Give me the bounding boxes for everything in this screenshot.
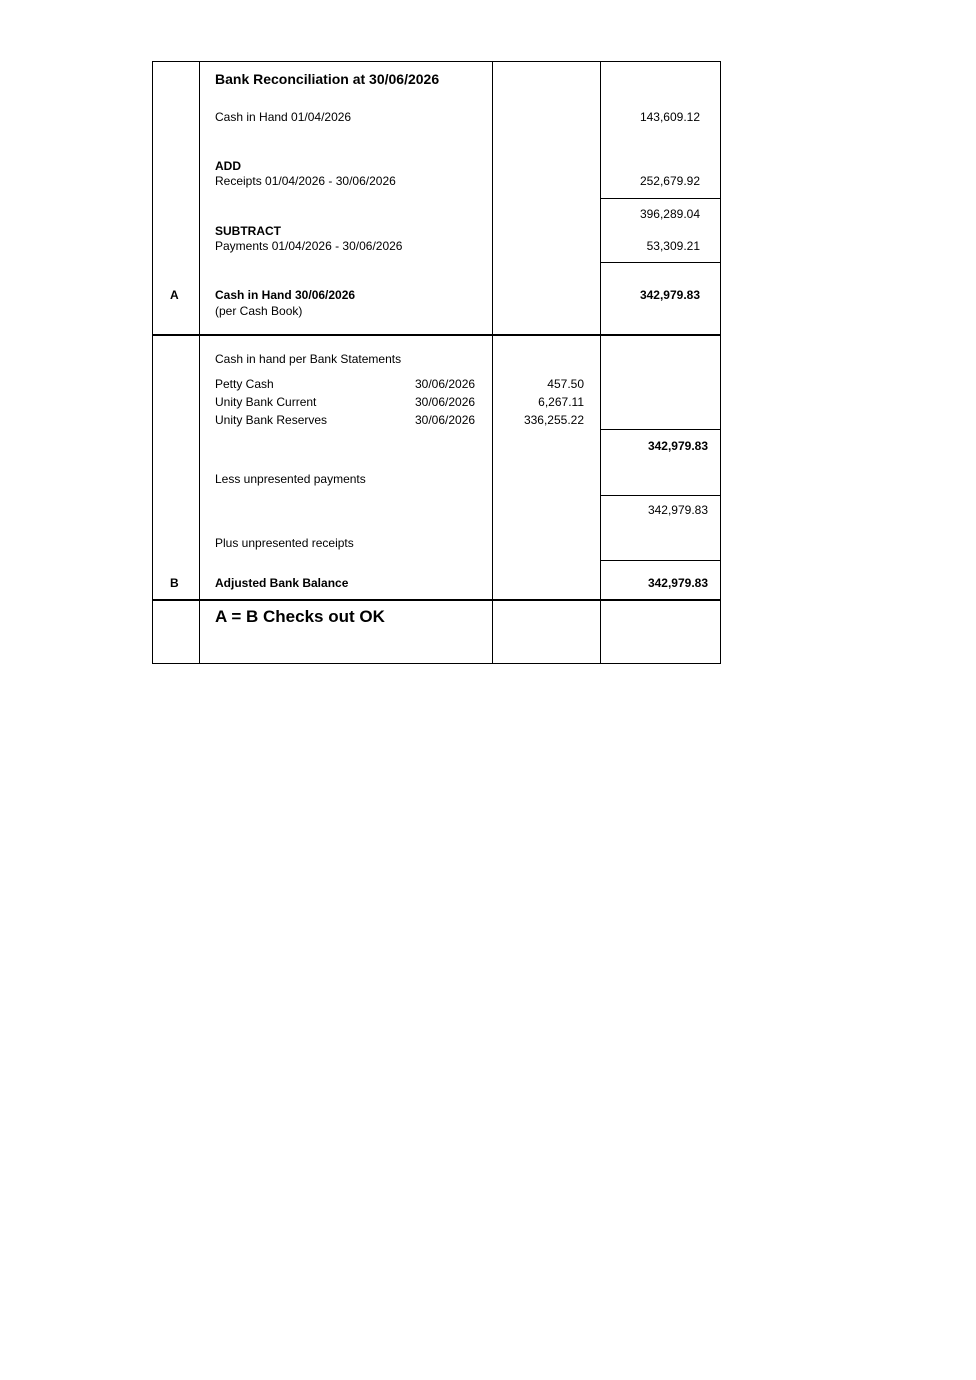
adjusted-value: 342,979.83 (647, 576, 708, 590)
marker-a: A (170, 288, 179, 302)
reconciliation-table (152, 61, 721, 664)
closing-label: Cash in Hand 30/06/2026 (215, 288, 356, 302)
col-divider-3 (600, 61, 601, 664)
closing-sub: (per Cash Book) (215, 304, 303, 318)
border-right (720, 61, 721, 664)
border-top (152, 61, 721, 62)
account-amount: 336,255.22 (523, 413, 584, 427)
less-label: Less unpresented payments (215, 472, 366, 486)
subtotal-rule (600, 262, 721, 263)
account-name: Petty Cash (215, 377, 274, 391)
account-amount: 6,267.11 (538, 395, 584, 409)
opening-value: 143,609.12 (639, 110, 700, 124)
border-left (152, 61, 153, 664)
section-separator-a (152, 334, 721, 336)
payments-value: 53,309.21 (646, 239, 700, 253)
col-divider-2 (492, 61, 493, 664)
plus-label: Plus unpresented receipts (215, 536, 354, 550)
accounts-total: 342,979.83 (647, 439, 708, 453)
add-heading: ADD (215, 159, 241, 173)
account-date: 30/06/2026 (415, 395, 476, 409)
marker-b: B (170, 576, 179, 590)
subtotal-rule (600, 429, 721, 430)
page-title: Bank Reconciliation at 30/06/2026 (215, 71, 440, 87)
border-bottom (152, 663, 721, 664)
subtotal-rule (600, 495, 721, 496)
subtotal-rule (600, 560, 721, 561)
closing-value: 342,979.83 (639, 288, 700, 302)
after-less-value: 342,979.83 (647, 503, 708, 517)
account-name: Unity Bank Current (215, 395, 317, 409)
account-name: Unity Bank Reserves (215, 413, 328, 427)
section-separator-b (152, 599, 721, 601)
receipts-value: 252,679.92 (639, 174, 700, 188)
payments-label: Payments 01/04/2026 - 30/06/2026 (215, 239, 403, 253)
adjusted-label: Adjusted Bank Balance (215, 576, 349, 590)
account-amount: 457.50 (547, 377, 584, 391)
bank-heading: Cash in hand per Bank Statements (215, 352, 402, 366)
subtotal-rule (600, 198, 721, 199)
account-date: 30/06/2026 (415, 377, 476, 391)
receipts-label: Receipts 01/04/2026 - 30/06/2026 (215, 174, 396, 188)
subtract-heading: SUBTRACT (215, 224, 281, 238)
account-date: 30/06/2026 (415, 413, 476, 427)
col-divider-1 (199, 61, 200, 664)
subtotal-value: 396,289.04 (639, 207, 700, 221)
opening-label: Cash in Hand 01/04/2026 (215, 110, 352, 124)
conclusion-text: A = B Checks out OK (215, 607, 385, 626)
